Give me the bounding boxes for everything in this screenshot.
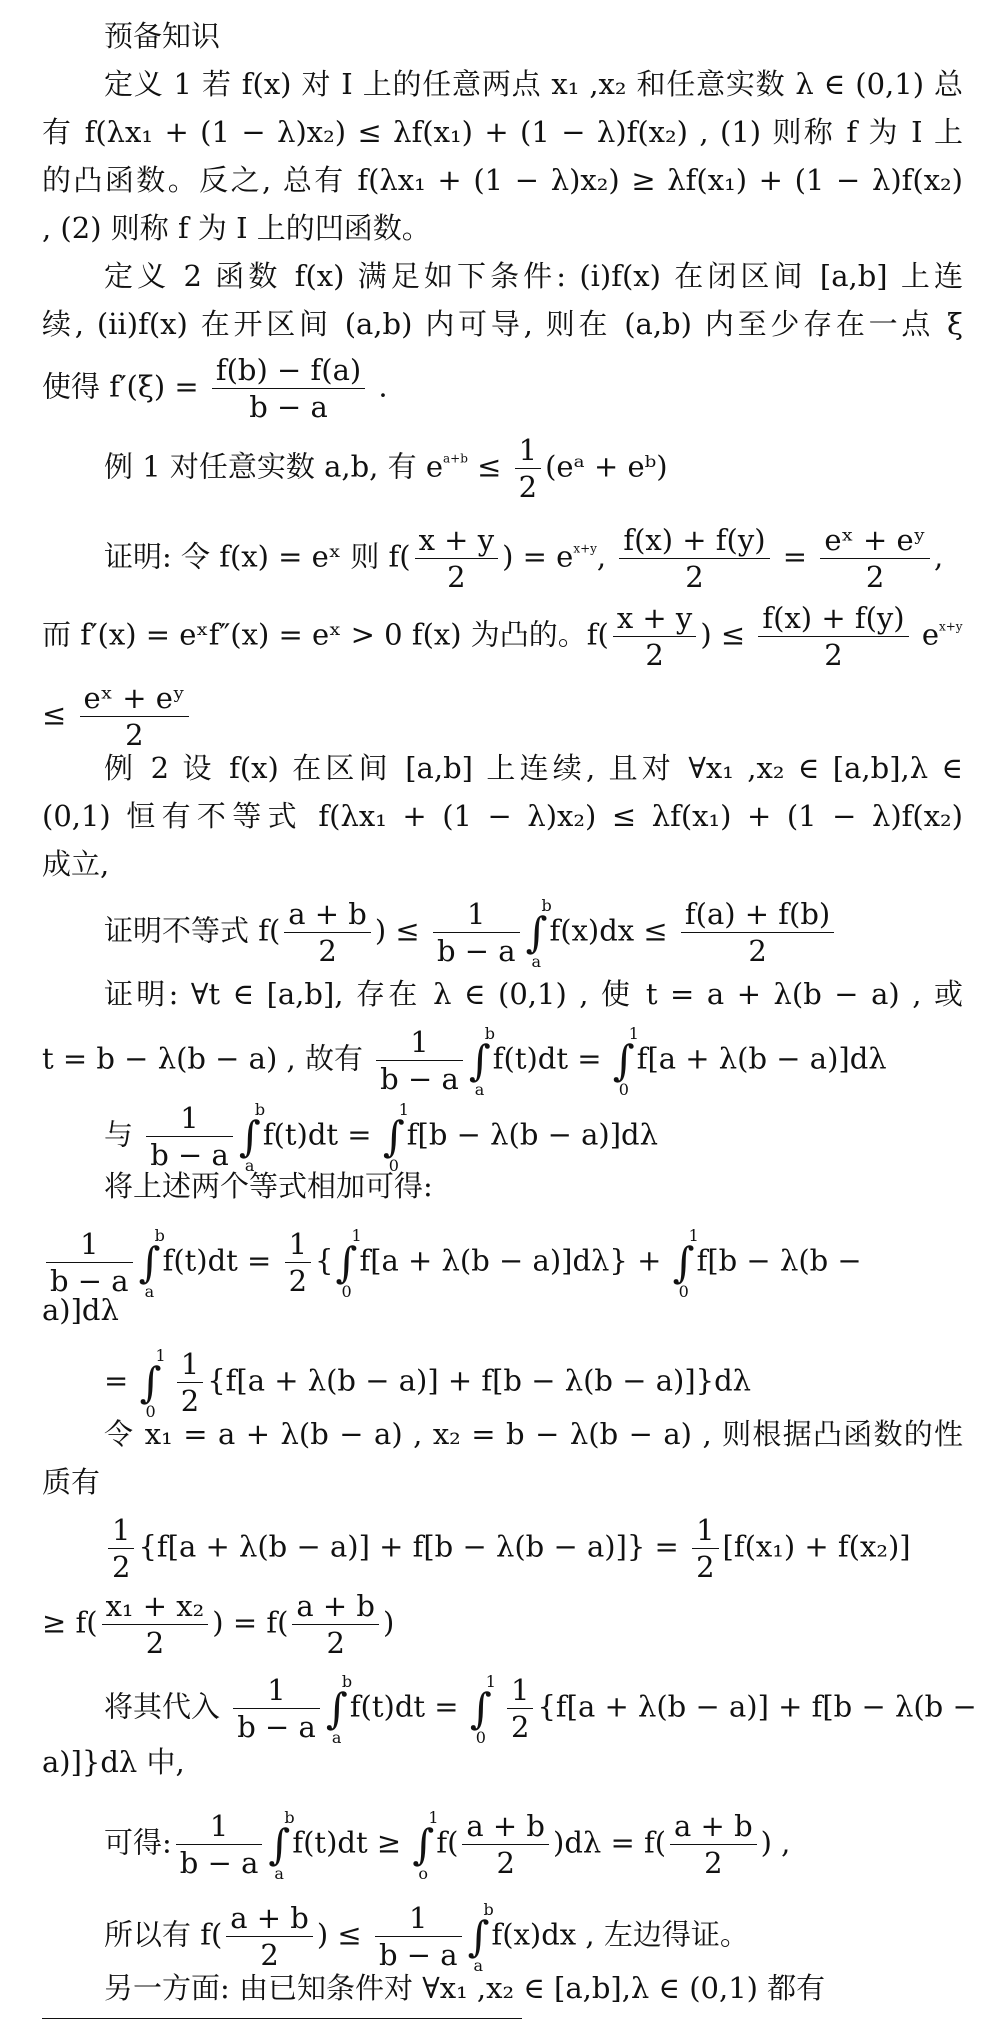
ex2-proof-p16: 另一方面: 由已知条件对 ∀x₁ ,x₂ ∈ [a,b],λ ∈ (0,1) 都有 [104,1971,826,2005]
def1-line2: 有 f(λx₁ + (1 − λ)x₂) ≤ λf(x₁) + (1 − λ)f(x₂) , (1) 则称 f 为 I 上 [42,115,963,149]
ex2-proof-p9: 质有 [42,1465,101,1499]
def2-line3: 使得 f′(ξ) = $\frac{f(b) - f(a)}{b - a}$ . [42,353,388,424]
ex2-proof-p10: $\frac{1}{2}$ {f[a + λ(b − a)] + f[b − λ(b − a)]} = $\frac{1}{2}$ [f(x₁) + f(x₂)] [104,1512,963,1585]
def2-mvt-fraction: $\frac{f(b) - f(a)}{b - a}$ [212,352,365,425]
integral-sign: ∫ 1 o [412,1807,439,1883]
ex2-proof-p8: 令 x₁ = a + λ(b − a) , x₂ = b − λ(b − a) , 则根据凸函数的性 [104,1417,963,1451]
integral-sign: ∫ b a [238,1099,266,1175]
def1-line3: 的凸函数。反之, 总有 f(λx₁ + (1 − λ)x₂) ≥ λf(x₁) + (1 − λ)f(x₂) [42,163,963,197]
ex1-proof-line1: 证明: 令 f(x) = eˣ 则 f( $\frac{x + y}{2}$ ) = $e^{x+y}$, $\frac{f(x) + f(y)}{2}$ = $\frac{\text{eˣ + eʸ}}{2}$ , [104,523,944,594]
integral-sign: ∫ 1 0 [469,1671,496,1747]
section-heading: 预备知识 [104,19,221,53]
footnote-divider [42,2018,522,2019]
integral-sign: ∫ 1 0 [139,1345,166,1421]
ex2-proof-p13: a)]}dλ 中, [42,1745,185,1779]
ex2-proof-p15: 所以有 f( $\frac{a + b}{2}$ ) ≤ $\frac{1}{b - a}$ ∫ b a f(x)dx , 左边得证。 [104,1899,749,1975]
def2-line1: 定义 2 函数 f(x) 满足如下条件: (i)f(x) 在闭区间 [a,b] 上连 [104,259,963,293]
integral-sign: ∫ 1 0 [382,1099,409,1175]
ex2-line3: 成立, [42,847,110,881]
def1-line1: 定义 1 若 f(x) 对 I 上的任意两点 x₁ ,x₂ 和任意实数 λ ∈ (0,1) 总 [104,67,963,101]
ex2-proof-p5: $\frac{1}{b - a}$ ∫ b a f(t)dt = $\frac{1}{2}$ {∫ 1 0 f[a + λ(b − a)]dλ} + ∫ 1 0 f[b − λ(b − [42,1226,963,1299]
ex1-proof-line2: 而 f′(x) = eˣf″(x) = eˣ > 0 f(x) 为凸的。f( $\frac{x + y}{2}$ ) ≤ $\frac{f(x) + f(y)}{2}$ $e^{x+y}$ [42,601,963,672]
ex2-proof-p4: 将上述两个等式相加可得: [104,1169,433,1203]
integral-sign: ∫ b a [525,895,552,971]
ex1-proof-line3: ≤ $\frac{\text{eˣ + eʸ}}{2}$ [42,680,963,753]
integral-sign: ∫ 1 0 [672,1225,699,1301]
ex2-proof-p3: 与 $\frac{1}{b - a}$ ∫ b a f(t)dt = ∫ 1 0 f[b − λ(b − a)]dλ [104,1099,658,1175]
integral-sign: ∫ 1 0 [612,1023,639,1099]
integral-sign: ∫ b a [325,1671,353,1747]
ex1-statement: 例 1 对任意实数 a,b, 有 $e^{a+b}$ ≤ $\frac{1}{2}$ (eᵃ + eᵇ) [104,433,668,504]
ex2-line2: (0,1) 恒有不等式 f(λx₁ + (1 − λ)x₂) ≤ λf(x₁) + (1 − λ)f(x₂) [42,799,963,833]
ex2-line1: 例 2 设 f(x) 在区间 [a,b] 上连续, 且对 ∀x₁ ,x₂ ∈ [a,b],λ ∈ [104,751,963,785]
ex2-proof-p14: 可得: $\frac{1}{b - a}$ ∫ b a f(t)dt ≥ ∫ 1 o f( $\frac{a + b}{2}$ )dλ = f( $\frac{a + b}{2}$ ) , [104,1807,791,1883]
def2-line2: 续, (ii)f(x) 在开区间 (a,b) 内可导, 则在 (a,b) 内至少存在一点 ξ [42,307,963,341]
ex2-proof-p6: a)]dλ [42,1293,119,1327]
integral-sign: ∫ b a [268,1807,295,1883]
integral-sign: ∫ b a [138,1225,165,1301]
ex2-claim: 证明不等式 f( $\frac{a + b}{2}$ ) ≤ $\frac{1}{b - a}$ ∫ b a f(x)dx ≤ $\frac{f(a) + f(b)}{2}$ [104,896,963,969]
ex2-proof-p1: 证明: ∀t ∈ [a,b], 存在 λ ∈ (0,1) , 使 t = a + λ(b − a) , 或 [104,977,963,1011]
integral-sign: ∫ 1 0 [335,1225,362,1301]
ex2-proof-p12: 将其代入 $\frac{1}{b - a}$ ∫ b a f(t)dt = ∫ 1 0 $\frac{1}{2}$ {f[a + λ(b − a)] + f[b − λ(b − [104,1671,977,1747]
integral-sign: ∫ b a [467,1899,494,1975]
ex2-proof-p7: = ∫ 1 0 $\frac{1}{2}$ {f[a + λ(b − a)] + f[b − λ(b − a)]}dλ [104,1345,752,1421]
ex2-proof-p2: t = b − λ(b − a) , 故有 $\frac{1}{b - a}$ ∫ b a f(t)dt = ∫ 1 0 f[a + λ(b − a)]dλ [42,1023,887,1099]
ex2-proof-p11: ≥ f( $\frac{\text{x₁ + x₂}}{2}$ ) = f( $\frac{a + b}{2}$ ) [42,1589,395,1660]
def1-line4: , (2) 则称 f 为 I 上的凹函数。 [42,211,431,245]
def2-mvt-prefix: 使得 f′(ξ) = [42,369,199,404]
integral-sign: ∫ b a [468,1023,496,1099]
